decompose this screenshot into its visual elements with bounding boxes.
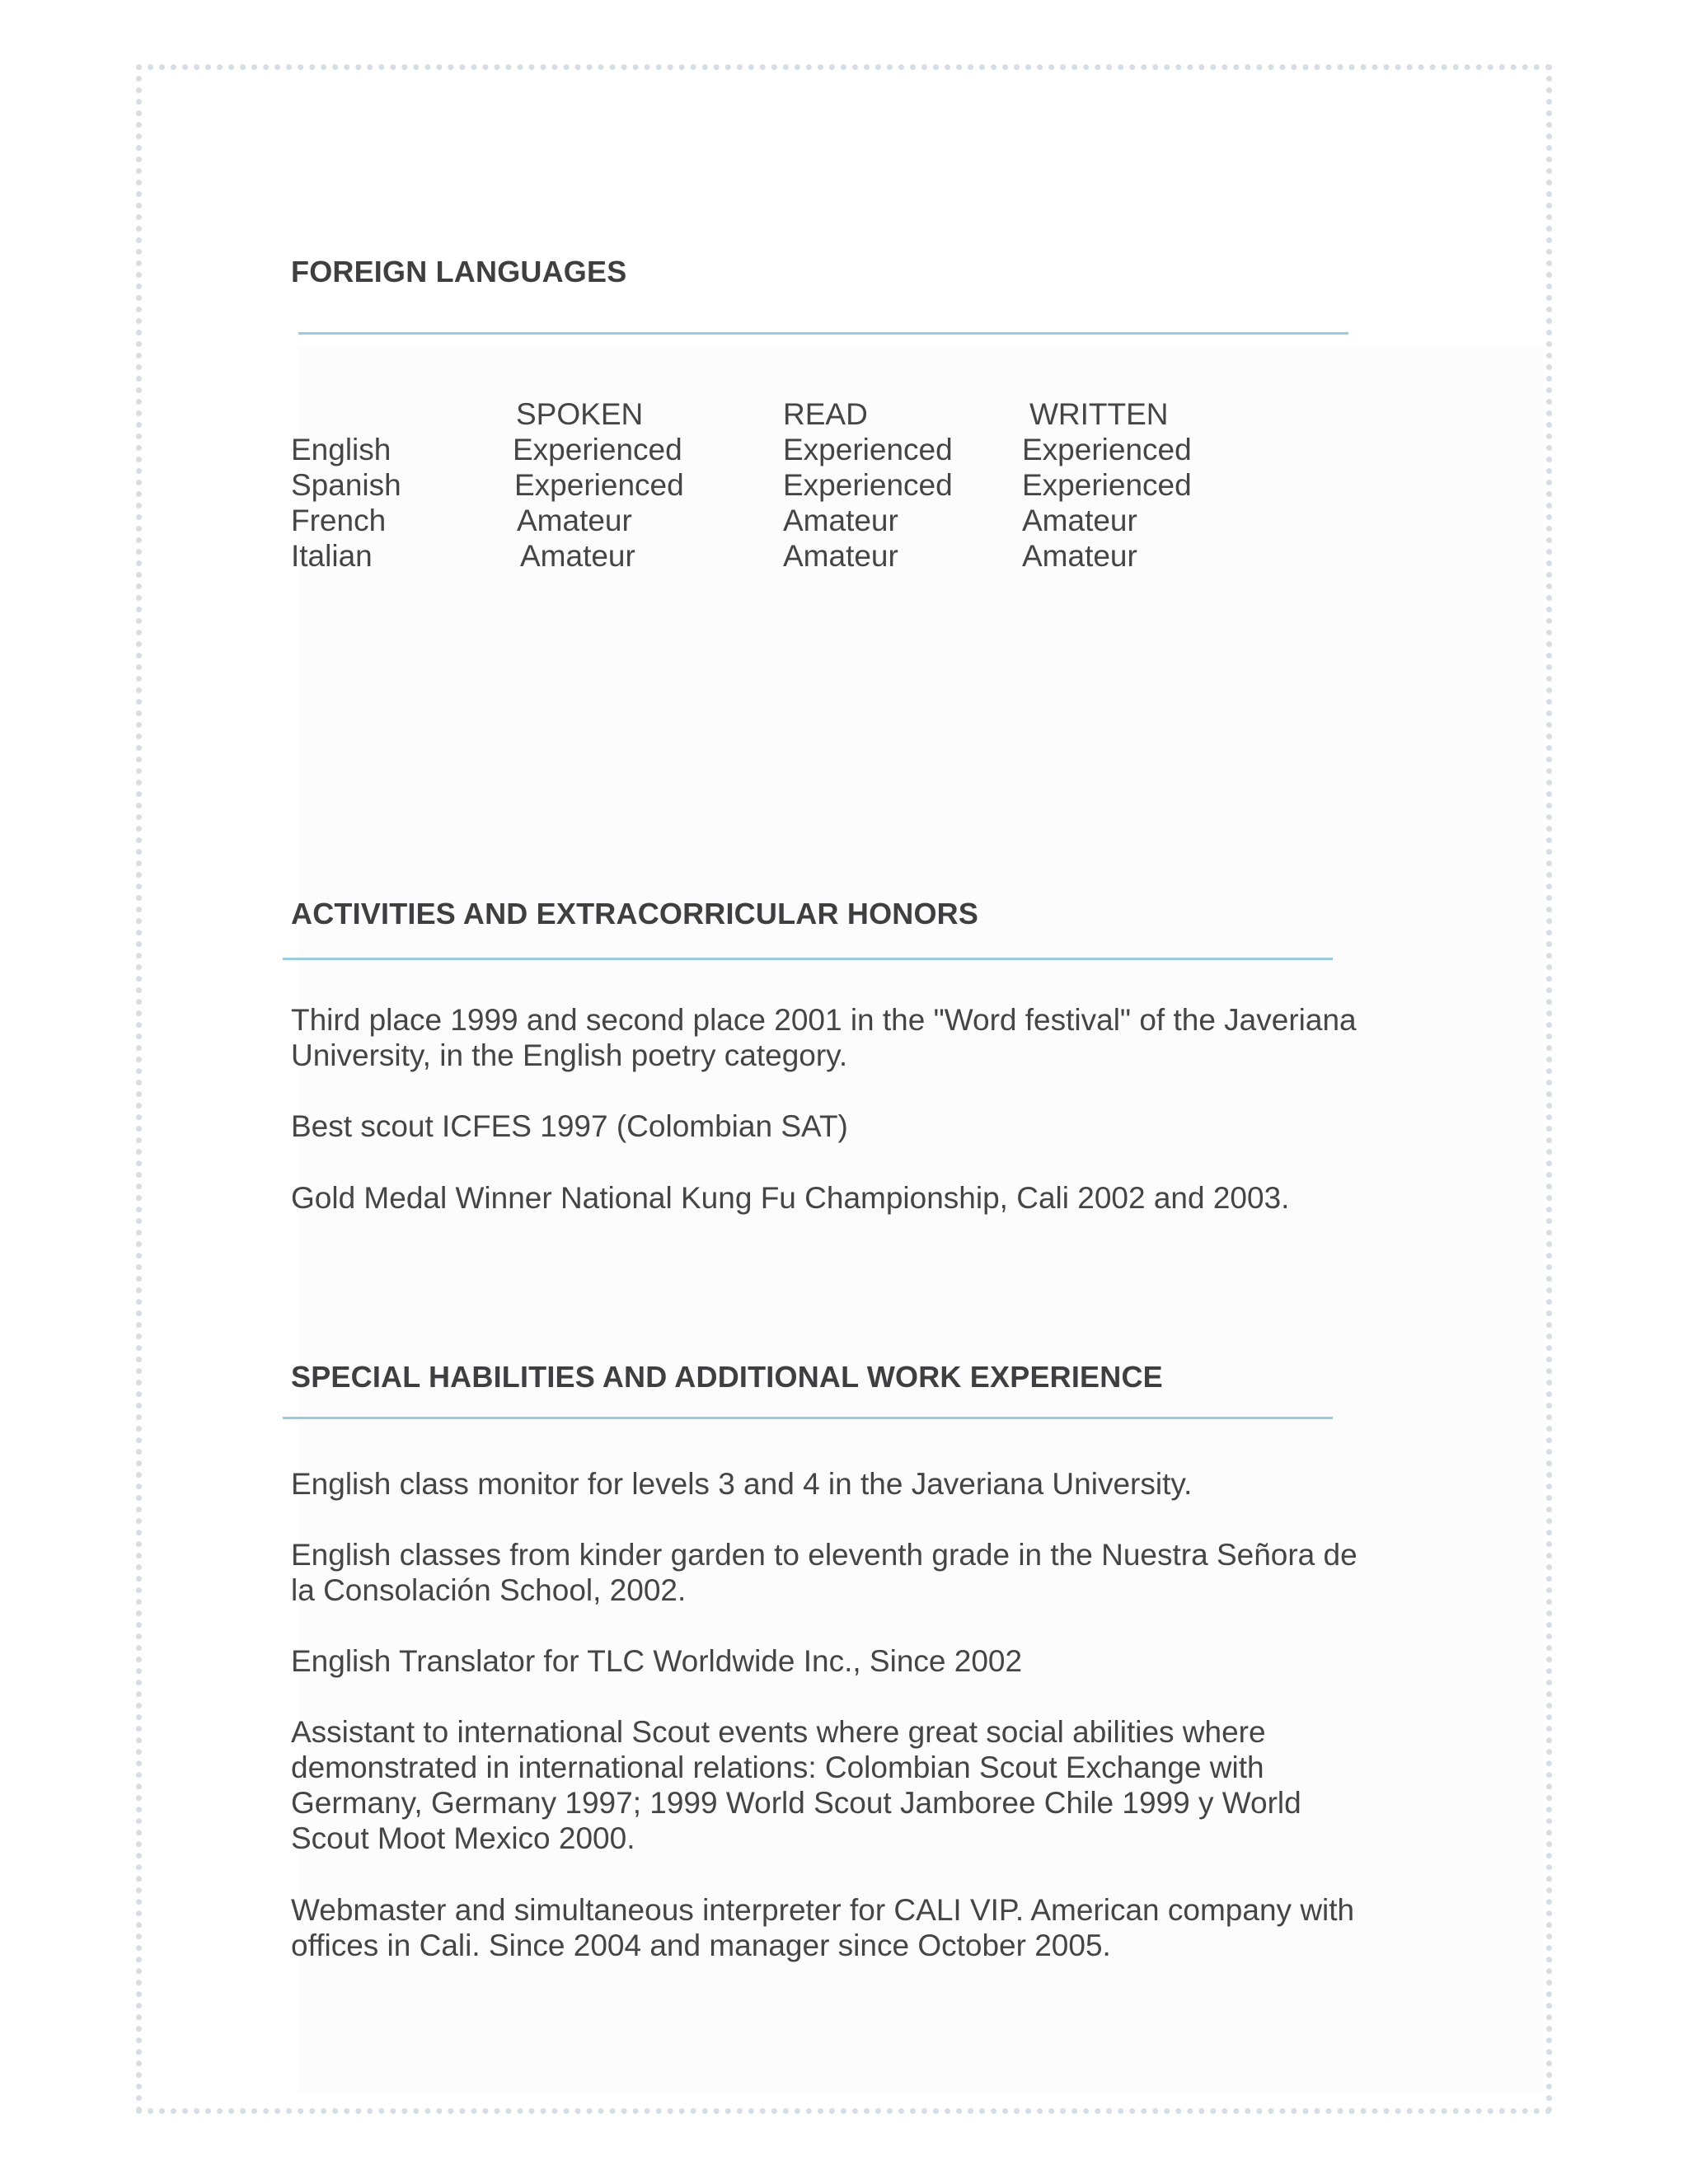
text-line: Gold Medal Winner National Kung Fu Championship, Cali 2002 and 2003. xyxy=(291,1181,1290,1215)
text-line: English class monitor for levels 3 and 4 in the Javeriana University. xyxy=(291,1467,1193,1501)
foreign-languages-heading: FOREIGN LANGUAGES xyxy=(291,255,627,288)
text-line: English classes from kinder garden to eleventh grade in the Nuestra Señora de xyxy=(291,1538,1357,1572)
language-spoken: Experienced xyxy=(513,433,682,466)
language-spoken: Amateur xyxy=(517,504,632,537)
experience-item xyxy=(291,1714,1301,1856)
language-written: Experienced xyxy=(1022,468,1192,502)
column-header-written: WRITTEN xyxy=(1029,397,1169,431)
text-line: offices in Cali. Since 2004 and manager since October 2005. xyxy=(291,1929,1111,1962)
text-line: Germany, Germany 1997; 1999 World Scout Jamboree Chile 1999 y World xyxy=(291,1786,1301,1820)
activities-heading: ACTIVITIES AND EXTRACORRICULAR HONORS xyxy=(291,897,979,930)
text-line: la Consolación School, 2002. xyxy=(291,1573,687,1607)
special-habilities-heading: SPECIAL HABILITIES AND ADDITIONAL WORK EXPERIENCE xyxy=(291,1360,1163,1394)
language-read: Amateur xyxy=(783,539,898,573)
experience-item xyxy=(291,1466,1192,1502)
language-written: Amateur xyxy=(1022,504,1137,537)
column-header-read: READ xyxy=(783,397,868,431)
text-line: English Translator for TLC Worldwide Inc., Since 2002 xyxy=(291,1644,1023,1678)
experience-item xyxy=(291,1643,1022,1679)
language-name: Spanish xyxy=(291,468,401,502)
language-spoken: Experienced xyxy=(514,468,684,502)
activity-item xyxy=(291,1108,848,1144)
language-read: Amateur xyxy=(783,504,898,537)
activities-rule xyxy=(283,958,1333,960)
text-line: Best scout ICFES 1997 (Colombian SAT) xyxy=(291,1109,848,1143)
language-name: French xyxy=(291,504,387,537)
special-habilities-rule xyxy=(283,1417,1333,1419)
text-line: Webmaster and simultaneous interpreter for CALI VIP. American company with xyxy=(291,1893,1355,1927)
language-written: Amateur xyxy=(1022,539,1137,573)
language-spoken: Amateur xyxy=(520,539,635,573)
text-line: Third place 1999 and second place 2001 in the "Word festival" of the Javeriana xyxy=(291,1003,1357,1037)
text-line: Scout Moot Mexico 2000. xyxy=(291,1821,635,1855)
experience-item xyxy=(291,1892,1354,1963)
language-read: Experienced xyxy=(783,468,953,502)
activity-item xyxy=(291,1180,1289,1216)
foreign-languages-rule xyxy=(298,332,1348,335)
activity-item xyxy=(291,1002,1357,1073)
language-read: Experienced xyxy=(783,433,953,466)
language-name: English xyxy=(291,433,392,466)
text-line: University, in the English poetry category. xyxy=(291,1038,848,1072)
language-written: Experienced xyxy=(1022,433,1192,466)
experience-item xyxy=(291,1537,1357,1608)
language-name: Italian xyxy=(291,539,373,573)
column-header-spoken: SPOKEN xyxy=(516,397,644,431)
text-line: demonstrated in international relations: Colombian Scout Exchange with xyxy=(291,1750,1264,1784)
text-line: Assistant to international Scout events where great social abilities where xyxy=(291,1715,1266,1749)
